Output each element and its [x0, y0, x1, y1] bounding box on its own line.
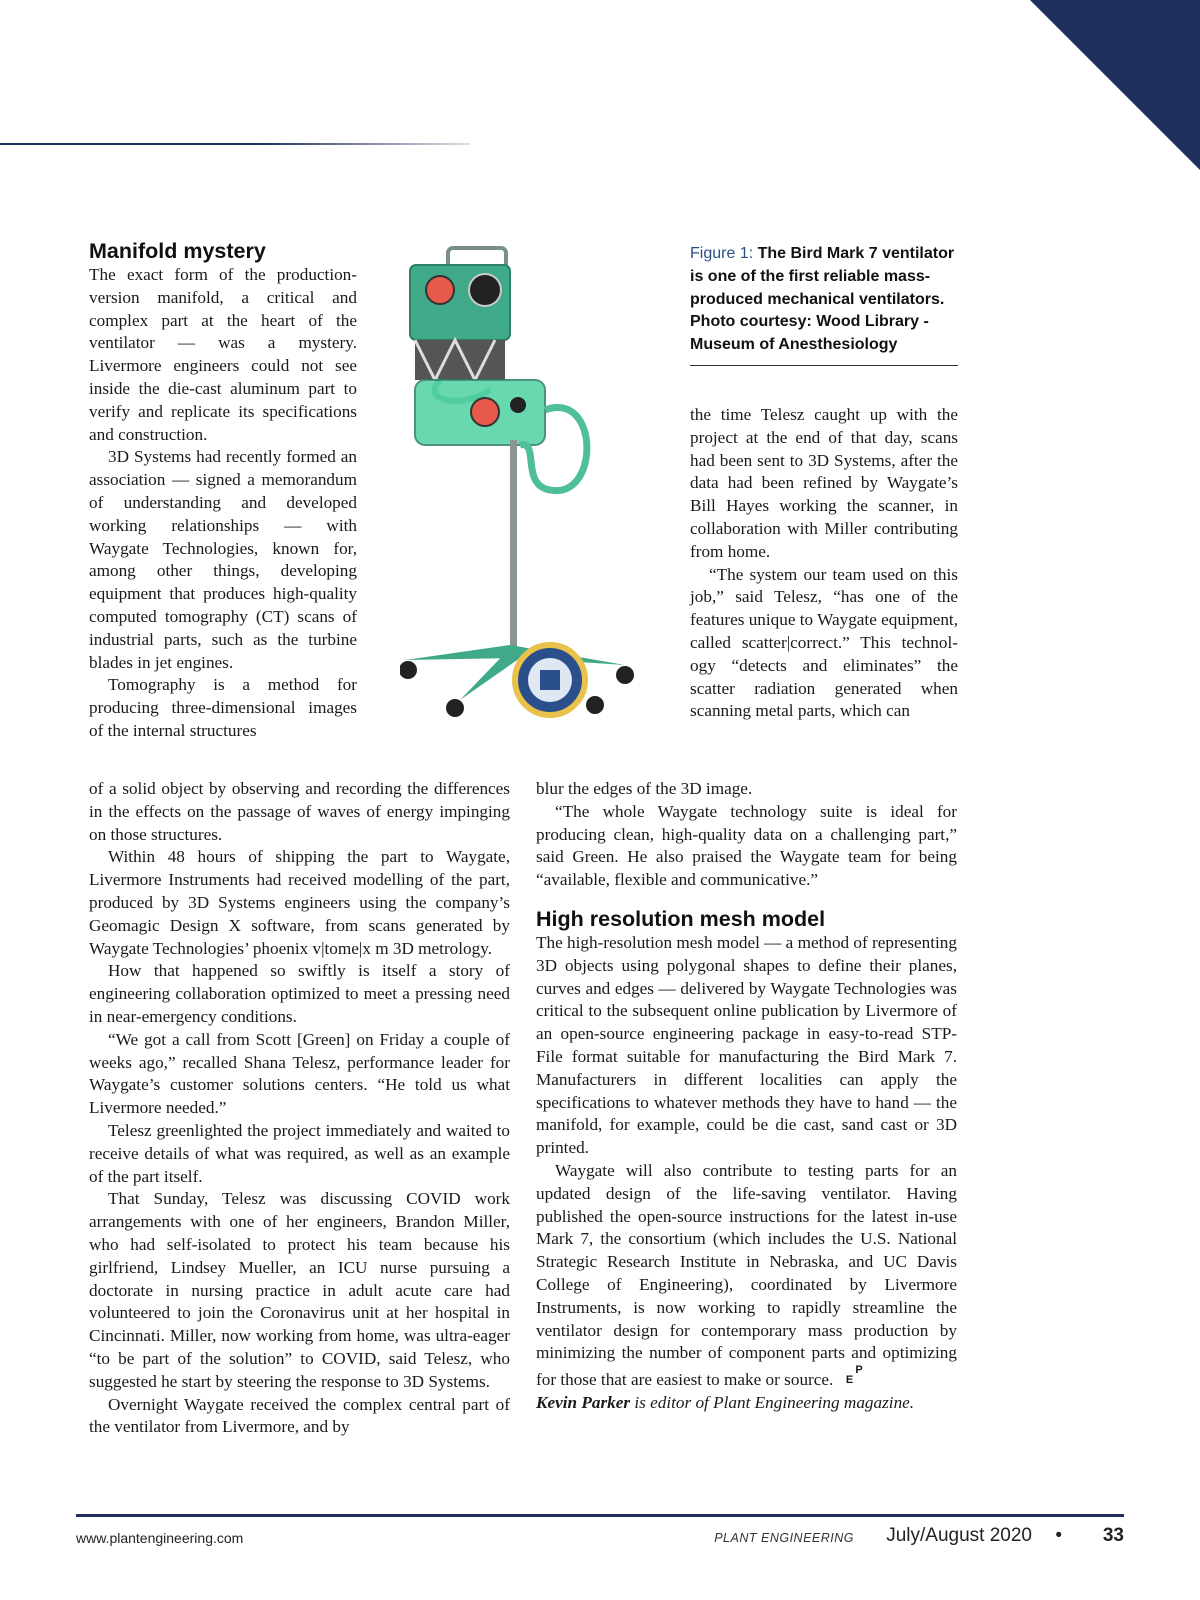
- paragraph: Tomography is a method for producing three-dimensional images of the internal structures: [89, 675, 357, 740]
- section-heading: High resolution mesh model: [536, 906, 826, 931]
- issue-date: July/August 2020: [886, 1525, 1032, 1546]
- column-left-bottom: [89, 778, 510, 1439]
- paragraph: [536, 1160, 957, 1392]
- paragraph: The exact form of the production-version manifold, a critical and complex part at the heart of the ventilator — was a mystery. Livermore engineers could not see inside the die-cast aluminum part to verify and replicate its specifications and construction.: [89, 265, 357, 444]
- paragraph: of a solid object by observing and recording the differences in the effects on the passage of waves of energy impinging on those structures.: [89, 779, 510, 844]
- paragraph: Overnight Waygate received the complex central part of the ventilator from Livermore, and by: [89, 1394, 510, 1437]
- end-mark-p: P: [855, 1364, 863, 1377]
- figure-label: Figure 1:: [690, 245, 754, 262]
- paragraph: “We got a call from Scott [Green] on Friday a couple of weeks ago,” recalled Shana Telesz, performance leader for Waygate’s customer solutions centers. “He told us what Livermore needed.”: [89, 1029, 510, 1118]
- author-byline: [536, 1392, 957, 1415]
- magazine-name: PLANT ENGINEERING: [714, 1531, 854, 1545]
- paragraph: the time Telesz caught up with the project at the end of that day, scans had been sent to 3D Systems, after the data had been refined by Waygate’s Bill Hayes working the scanner, in collaboration with Miller contributing from home.: [690, 405, 958, 561]
- end-mark-icon: [836, 1365, 862, 1385]
- paragraph-text: Waygate will also contribute to testing parts for an updated design of the life-saving ventilator. Having published the open-source instructions for the latest in-use Mark 7, the consortium (which includes the U.S. National Strategic Research Institute in Nebraska, and UC Davis College of Engineering), coordinated by Livermore Instruments, is now working to rapidly streamline the ventilator design for contemporary mass production by minimizing the number of component parts and optimizing for those that are easiest to make or source.: [536, 1160, 957, 1390]
- column-right-top: [690, 404, 958, 723]
- corner-triangle-decoration: [1010, 0, 1200, 170]
- paragraph: The high-resolution mesh model — a method of representing 3D objects using polygonal shapes to define their planes, curves and edges — delivered by Waygate Technologies was critical to the subsequent online publication by Livermore of an open-source engineering package in easy-to-read STP-File format suitable for manufacturing the Bird Mark 7. Manufacturers in different localities can apply the specifications to whatever methods they have to hand — the manifold, for example, could be die cast, sand cast or 3D printed.: [536, 932, 957, 1158]
- paragraph: “The whole Waygate technology suite is ideal for producing clean, high-quality data on a challenging part,” said Green. He also praised the Waygate team for being “available, flexible and communicative.”: [536, 801, 957, 890]
- paragraph: blur the edges of the 3D image.: [536, 779, 753, 798]
- paragraph: How that happened so swiftly is itself a story of engineering collaboration optimized to meet a pressing need in near-emergency conditions.: [89, 961, 510, 1026]
- paragraph: Telesz greenlighted the project immediately and waited to receive details of what was required, as well as an example of the part itself.: [89, 1120, 510, 1186]
- figure-caption: [690, 243, 958, 366]
- paragraph: Within 48 hours of shipping the part to Waygate, Livermore Instruments had received modelling of the part, produced by 3D Systems engineers using the company’s Geomagic Design X software, from scans generated by Waygate Technologies’ phoenix v|tome|x m 3D metrology.: [89, 847, 510, 958]
- page-number: 33: [1102, 1525, 1124, 1546]
- end-mark-e: E: [845, 1374, 854, 1387]
- section-heading: Manifold mystery: [89, 239, 266, 263]
- website-url[interactable]: www.plantengineering.com: [76, 1530, 244, 1546]
- author-description: is editor of Plant Engineering magazine.: [630, 1392, 915, 1412]
- header-rule: [0, 143, 470, 145]
- page-footer: [76, 1525, 1124, 1555]
- footer-rule: [76, 1514, 1124, 1517]
- paragraph: “The system our team used on this job,” said Telesz, “has one of the features unique to Waygate equipment, called scatter|correct.” This technology “detects and eliminates” the scatter radiation generated when scanning metal parts, which can: [690, 564, 958, 721]
- figure-caption-text: The Bird Mark 7 ventilator is one of the first reliable mass-produced mechanical ventilators. Photo courtesy: Wood Library - Museum of Anesthesiology: [690, 245, 955, 354]
- ventilator-photo: [400, 240, 670, 740]
- paragraph: That Sunday, Telesz was discussing COVID work arrangements with one of her engineers, Brandon Miller, who had self-isolated to protect his team because his girlfriend, Lindsey Mueller, an ICU nurse pursuing a doctorate in nursing practice in adult acute care had volunteered to join the Coronavirus unit at her hospital in Cincinnati. Miller, now working from home, was ultra-eager “to be part of the solution” to COVID, said Telesz, who suggested he start by steering the response to 3D Systems.: [89, 1189, 510, 1391]
- author-name: Kevin Parker: [536, 1392, 631, 1412]
- column-right-bottom: [536, 778, 957, 1415]
- paragraph: 3D Systems had recently formed an association — signed a memorandum of understanding and developed working relationships — with Waygate Technologies, known for, among other things, developing equipment that produces high-quality computed tomography (CT) scans of industrial parts, such as the turbine blades in jet engines.: [89, 447, 357, 672]
- footer-separator: •: [1055, 1525, 1062, 1546]
- section-manifold-mystery: [89, 238, 357, 743]
